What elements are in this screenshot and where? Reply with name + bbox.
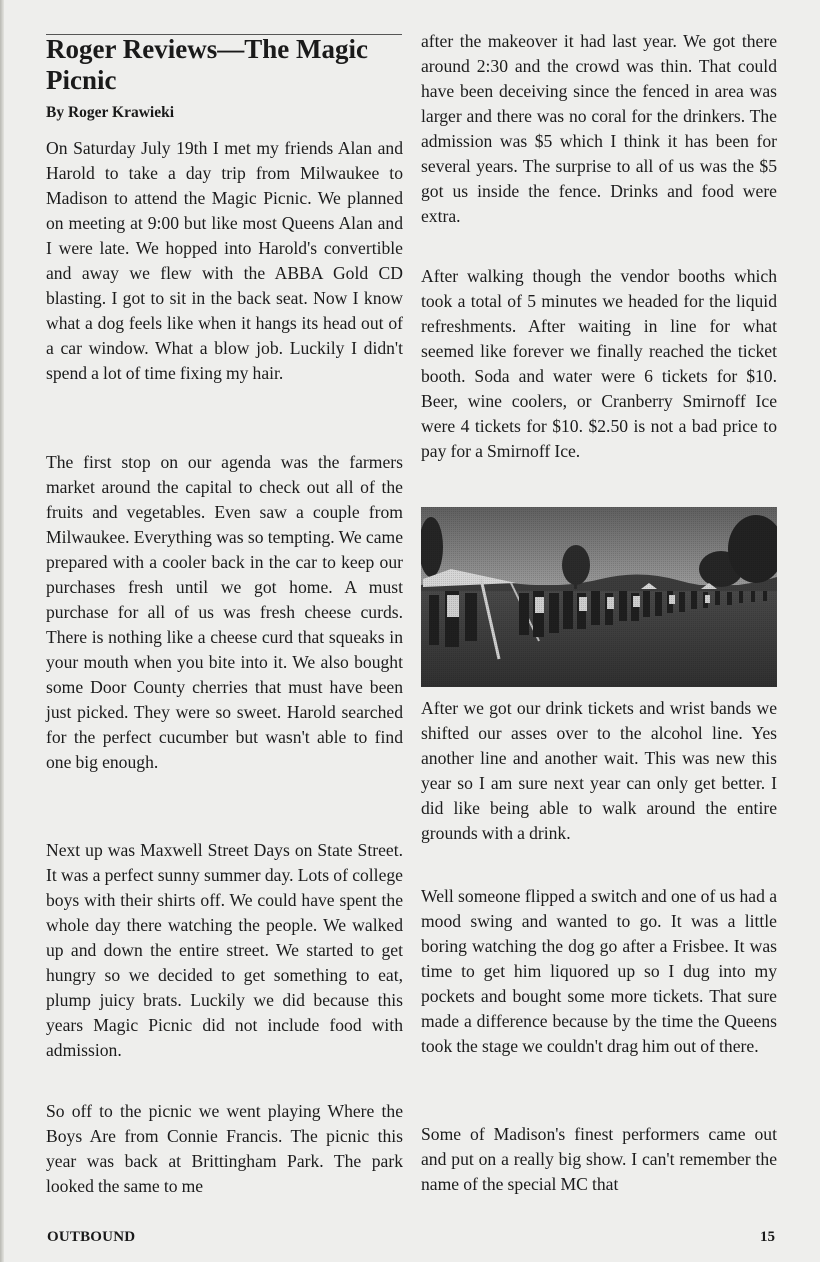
article-title: Roger Reviews—The Magic Picnic [46, 34, 368, 95]
page-number: 15 [760, 1229, 775, 1245]
crowd-photo [421, 507, 777, 687]
page-edge [0, 0, 4, 1262]
paragraph-right-5: Some of Madison's finest performers came out and put on a really big show. I can't remember the name of the special MC that [421, 1124, 777, 1194]
publication-name: OUTBOUND [47, 1229, 136, 1245]
paragraph-left-1: On Saturday July 19th I met my friends Alan and Harold to take a day trip from Milwaukee to Madison to attend the Magic Picnic. We planned on meeting at 9:00 but like most Queens Alan and I were late. We hopped into Harold's convertible and away we flew with the ABBA Gold CD blasting. I got to sit in the back seat. Now I know what a dog feels like when it hangs its head out of a car window. What a blow job. Luckily I didn't spend a lot of time fixing my hair. [46, 138, 403, 383]
paragraph-right-1: after the makeover it had last year. We got there around 2:30 and the crowd was thin. That could have been deceiving since the fenced in area was larger and there was no coral for the drinkers. The admission was $5 which I think it has been for several years. The surprise to all of us was the $5 got us inside the fence. Drinks and food were extra. [421, 31, 777, 226]
paragraph-right-4: Well someone flipped a switch and one of us had a mood swing and wanted to go. It was a little boring watching the dog go after a Frisbee. It was time to get him liquored up so I dug into my pockets and bought some more tickets. That sure made a difference because by the time the Queens took the stage we couldn't drag him out of there. [421, 886, 777, 1056]
paragraph-left-3: Next up was Maxwell Street Days on State Street. It was a perfect sunny summer day. Lots of college boys with their shirts off. We could have spent the whole day there watching the people. We walked up and down the entire street. We started to get hungry so we decided to get something to eat, plump juicy brats. Luckily we did because this years Magic Picnic did not include food with admission. [46, 840, 403, 1060]
photo-image [421, 507, 777, 687]
paragraph-left-4: So off to the picnic we went playing Where the Boys Are from Connie Francis. The picnic this year was back at Brittingham Park. The park looked the same to me [46, 1101, 403, 1196]
article-byline: By Roger Krawieki [46, 104, 175, 121]
paragraph-right-2: After walking though the vendor booths which took a total of 5 minutes we headed for the liquid refreshments. After waiting in line for what seemed like forever we finally reached the ticket booth. Soda and water were 6 tickets for $10. Beer, wine coolers, or Cranberry Smirnoff Ice were 4 tickets for $10. $2.50 is not a bad price to pay for a Smirnoff Ice. [421, 266, 777, 461]
paragraph-right-3: After we got our drink tickets and wrist bands we shifted our asses over to the alcohol line. Yes another line and another wait. This was new this year so I am sure next year can only get better. I did like being able to walk around the entire grounds with a drink. [421, 698, 777, 843]
paragraph-left-2: The first stop on our agenda was the farmers market around the capital to check out all of the fruits and vegetables. Even saw a couple from Milwaukee. Everything was so tempting. We came prepared with a cooler back in the car to keep our purchases fresh until we got home. A must purchase for all of us was fresh cheese curds. There is nothing like a cheese curd that squeaks in your mouth when you bite into it. We also bought some Door County cherries that must have been just picked. They were so sweet. Harold searched for the perfect cucumber but wasn't able to find one big enough. [46, 452, 403, 772]
